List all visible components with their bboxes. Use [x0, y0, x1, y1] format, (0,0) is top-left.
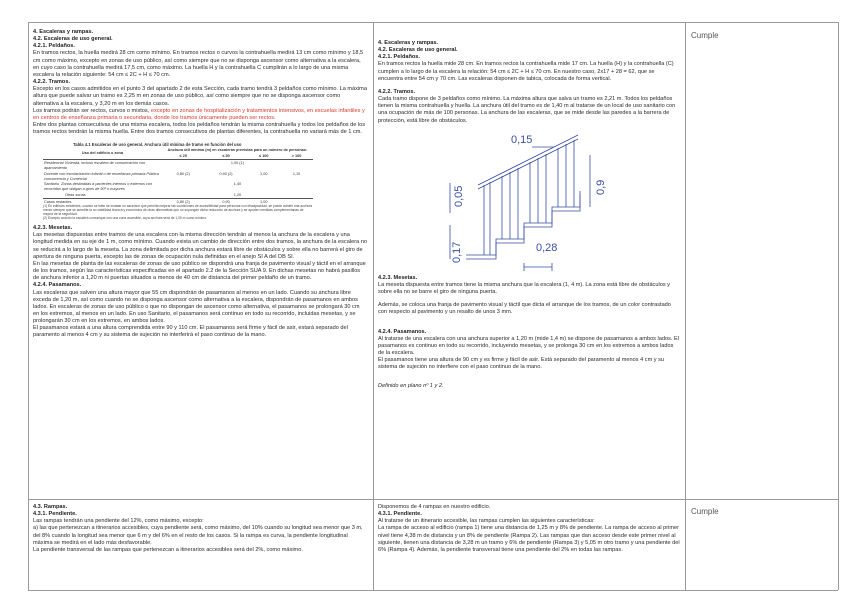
- heading: 4.2.1. Peldaños.: [33, 43, 75, 50]
- dimension-label: 0,28: [536, 241, 558, 254]
- paragraph: Las escaleras que salven una altura mayor que 55 cm dispondrán de pasamanos al menos en un lado. Cuando su anchura libre exceda de 1,20 m, así como cuando no se disponga ascensor como alternativa a la escalera, dispondrán de pasamanos en ambos lados. En escaleras de zonas de uso público o que no dispongan de ascensor como alternativa, el pasamanos se prolongará 30 cm en los extremos, al menos en un lado. En uso Sanitario, el pasamanos será continuo en todo su recorrido, incluidas mesetas, y se prolongarán 30 cm en los extremos, en ambos lados.: [33, 289, 360, 325]
- paragraph: La meseta dispuesta entre tramos tiene la misma anchura que la escalera (1, 4 m). La zona está libre de obstáculos y sobre ella no se barre el giro de ninguna puerta.: [378, 281, 670, 296]
- grid-line: [28, 499, 838, 500]
- grid-line: [685, 22, 686, 590]
- table-cell: Docente con escolarización infantil o de enseñanza primaria Pública concurrencia y Comercial: [44, 171, 159, 181]
- handrail: [478, 139, 578, 189]
- table-cell: 1,00 (1): [230, 160, 244, 165]
- dimension-label: 0,17: [451, 241, 463, 263]
- table-subheader: ≤ 100: [259, 154, 269, 159]
- table-cell: Otras zonas: [65, 193, 86, 198]
- heading: 4.2.1. Peldaños.: [378, 54, 420, 61]
- heading: 4.2.3. Mesetas.: [33, 225, 73, 232]
- stairs-regulation-cell: [33, 29, 367, 497]
- paragraph: Al tratarse de un itinerario accesible, las rampas cumplen las siguientes características:: [378, 518, 595, 525]
- stair-profile-inner: [466, 195, 580, 259]
- table-4-1: [43, 142, 313, 221]
- table-cell-use: Sanitario: [44, 182, 59, 187]
- table-subheader: > 100: [291, 154, 302, 159]
- table-header: Uso del edificio o zona: [81, 151, 123, 156]
- paragraph: Entre dos plantas consecutivas de una misma escalera, todos los peldaños tendrán la misma contrahuella y todos los peldaños de los tramos rectos tendrán la misma huella. Entre dos tramos consecutivos de plantas diferentes, la contrahuella no variará más de 1 cm.: [33, 122, 366, 136]
- heading: 4. Escaleras y rampas.: [33, 29, 94, 35]
- heading: 4.2. Escaleras de uso general.: [378, 47, 458, 54]
- heading: 4.2.4. Pasamanos.: [378, 328, 427, 335]
- heading: 4.2.4. Pasamanos.: [33, 282, 82, 289]
- grid-line: [373, 22, 374, 590]
- paragraph: Las mesetas dispuestas entre tramos de una escalera con la misma dirección tendrán al menos la anchura de la escalera y una longitud medida en su eje de 1 m, como mínimo. Cuando exista un cambio de dirección entre dos tramos, la anchura de la escalera no se reducirá a lo largo de la meseta. La zona delimitada por dicha anchura estará libre de obstáculos y sobre ella no barrerá el giro de apertura de ninguna puerta, excepto las de zonas de ocupación nula definidas en el anejo SI A del DB SI.: [33, 232, 367, 260]
- stairs-status: Cumple: [691, 31, 719, 40]
- paragraph: [33, 108, 367, 122]
- table-cell-sub: Zonas destinadas a pacientes internos o externos con recorridos que obligan a giros de 90º o mayores: [44, 182, 153, 192]
- table-cell: [43, 182, 162, 193]
- paragraph: Las rampas tendrán una pendiente del 12%, como máximo, excepto:: [33, 518, 204, 525]
- ramps-regulation-cell: [33, 504, 367, 588]
- dimension-label: 0,05: [453, 185, 465, 207]
- table-cell: 1,00: [260, 199, 268, 204]
- paragraph-text: Los tramos podrán ser rectos, curvos o mixtos,: [33, 107, 151, 114]
- heading: 4. Escaleras y rampas.: [378, 40, 439, 46]
- heading: 4.3.1. Pendiente.: [378, 511, 422, 518]
- grid-line: [28, 590, 838, 591]
- paragraph: Además, se coloca una franja de pavimento visual y táctil que dicta el arranque de los tramos, de un color contrastado con respecto al pavimento y un resalto de unos 3 mm.: [378, 302, 671, 316]
- table-note: (1) En edificios existentes, cuando se trate de instalar un ascensor que permita mejorar las condiciones de accesibilidad para personas con discapacidad, se puede admitir una anchura menor siempre que se acredite la no viabilidad técnica y económica de otras alternativas que no supongan dicha reducción de anchura y se aporten medidas complementarias de mejora de la seguridad.: [43, 204, 313, 217]
- paragraph: En las mesetas de planta de las escaleras de zonas de uso público se dispondrá una franja de pavimento visual y táctil en el arranque de los tramos, según las características especificadas en el apartado 2.2 de la Sección SUA 9. En dichas mesetas no habrá pasillos de anchura inferior a 1,20 m ni puertas situados a menos de 40 cm de distancia del primer peldaño de un tramo.: [33, 260, 366, 282]
- stair-section-drawing: [378, 125, 680, 275]
- table-note: (2) Excepto cuando la escalera comunique con una zona accesible, cuya anchura será de 1,00 m como mínimo.: [43, 216, 208, 221]
- table-cell: 1,10: [292, 171, 301, 176]
- table-cell: Casos restantes: [44, 199, 72, 204]
- table-cell: 0,90 (2): [219, 171, 233, 176]
- heading: 4.3. Rampas.: [33, 504, 68, 510]
- dimension-label: 0,15: [511, 133, 533, 146]
- width-table: [43, 148, 313, 206]
- table-cell: 1,20: [233, 193, 242, 198]
- paragraph: Cada tramo dispone de 3 peldaños como mínimo. La máxima altura que salva un tramo es 2,21 m. Todos los peldaños tienen la misma contrahuella y huella. La anchura útil del tramo es de 1,40 m al tratarse de un local de uso sanitario con una ocupación de más de 100 personas. La anchura de las escaleras, que se mide desde las paredes a la barrera de protección, está libre de obstáculos.: [378, 96, 676, 124]
- table-cell: 0,80 (2): [176, 199, 190, 204]
- table-row: [43, 171, 313, 182]
- table-row: [43, 182, 313, 193]
- paragraph: El pasamanos tiene una altura de 90 cm y es firme y fácil de asir. Está separado del paramento al menos 4 cm y su sistema de sujeción no interfiere con el paso continuo de la mano.: [378, 357, 665, 371]
- stair-diagram: [378, 125, 680, 275]
- paragraph: La rampa de acceso al edificio (rampa 1) tiene una distancia de 1,25 m y 8% de pendiente. La rampa de acceso al primer nivel tiene 4,38 m de distancia y un 8% de pendiente (Rampa 2). Las rampas que dan acceso desde este primer nivel al siguiente, tienen una distancia de 3,28 m un tramo y 6% de pendiente (Rampa 3) y 5,05 m otro tramo y una pendiente del 6% (Rampa 4). Además, la pendiente transversal tiene una pendiente del 2% en todas las rampas.: [378, 525, 680, 553]
- heading: 4.2. Escaleras de uso general.: [33, 36, 113, 43]
- dimension-label: 0,9: [595, 179, 607, 195]
- heading: 4.2.3. Mesetas.: [378, 274, 418, 281]
- table-subheader: ≤ 25: [179, 154, 187, 159]
- grid-line: [28, 22, 838, 23]
- table-cell: 1,40: [233, 182, 242, 187]
- paragraph: Al tratarse de una escalera con una anchura superior a 1,20 m (mide 1,4 m) se dispone de pasamanos a ambos lados. El pasamanos es continuo en todo su recorrido, incluyendo mesetas, y se prolonga 30 cm en los extremos a ambos lados de la escalera.: [378, 335, 679, 356]
- table-caption: Tabla 4.1 Escaleras de uso general. Anchura útil mínima de tramo en función del uso: [73, 142, 242, 148]
- heading: 4.3.1. Pendiente.: [33, 511, 77, 518]
- paragraph: En tramos rectos la huella mide 28 cm. En tramos rectos la contrahuella mide 17 cm. La huella (H) y la contrahuella (C) cumplen a lo largo de la escalera la relación: 54 cm ≤ 2C + H ≤ 70 cm. En nuestro caso, 2x17 + 28 = 62, que se encuentra entre 54 cm y 70 cm. Las escaleras disponen de tabica, colocada de forma vertical.: [378, 61, 674, 82]
- table-subheader: ≤ 50: [222, 154, 230, 159]
- plan-reference: Definido en plano nº 1 y 2.: [378, 383, 444, 390]
- table-cell: 1,00: [260, 171, 268, 176]
- table-cell: 0,80 (2): [176, 171, 190, 176]
- highlighted-text: excepto en zonas de hospitalización y tratamientos intensivos, en escuelas infantiles y en centros de enseñanza primaria o secundaria, donde los tramos únicamente pueden ser rectos.: [33, 107, 365, 121]
- paragraph: Excepto en los casos admitidos en el punto 3 del apartado 2 de esta Sección, cada tramo tendrá 3 peldaños como mínimo. La máxima altura que puede salvar un tramo es 2,25 m en zonas de uso público, así como siempre que no se disponga ascensor como alternativa a la escalera, y 3,20 m en los demás casos.: [33, 86, 367, 107]
- stair-profile: [466, 191, 580, 255]
- table-cell: Residencial Vivienda, incluso escalera de comunicación con aparcamiento: [44, 160, 146, 170]
- table-cell: 0,90: [222, 199, 230, 204]
- stairs-solution-cell: [378, 40, 680, 496]
- table-row: [43, 160, 313, 171]
- paragraph: Disponemos de 4 rampas en nuestro edificio.: [378, 504, 491, 510]
- grid-line: [838, 22, 839, 590]
- paragraph: La pendiente transversal de las rampas que pertenezcan a itinerarios accesibles será del 2%, como máximo.: [33, 546, 303, 553]
- heading: 4.2.2. Tramos.: [378, 88, 416, 95]
- grid-line: [28, 22, 29, 590]
- ramps-solution-cell: [378, 504, 680, 588]
- paragraph: a) las que pertenezcan a itinerarios accesibles, cuya pendiente será, como máximo, del 10% cuando su longitud sea menor que 3 m, del 8% cuando la longitud sea menor que 6 m y del 6% en el resto de los casos. Si la rampa es curva, la pendiente longitudinal máxima se medirá en el lado más desfavorable.: [33, 525, 363, 546]
- heading: 4.2.2. Tramos.: [33, 79, 71, 86]
- ramps-status: Cumple: [691, 507, 719, 516]
- paragraph: El pasamanos estará a una altura comprendida entre 90 y 110 cm. El pasamanos será firme y fácil de asir, estará separado del paramento al menos 4 cm y su sistema de sujeción no interferirá el paso continuo de la mano.: [33, 325, 348, 339]
- table-header: Anchura útil mínima (m) en escaleras previstas para un número de personas:: [167, 148, 308, 153]
- paragraph: En tramos rectos, la huella medirá 28 cm como mínimo. En tramos rectos o curvos la contrahuella medirá 13 cm como mínimo y 18,5 cm como máximo, excepto en zonas de uso público, así como siempre que no se disponga ascensor como alternativa a la escalera, en cuyo caso la contrahuella medirá 17,5 cm, como máximo. La huella H y la contrahuella C cumplirán a lo largo de una misma escalera la relación siguiente: 54 cm ≤ 2C + H ≤ 70 cm.: [33, 50, 364, 78]
